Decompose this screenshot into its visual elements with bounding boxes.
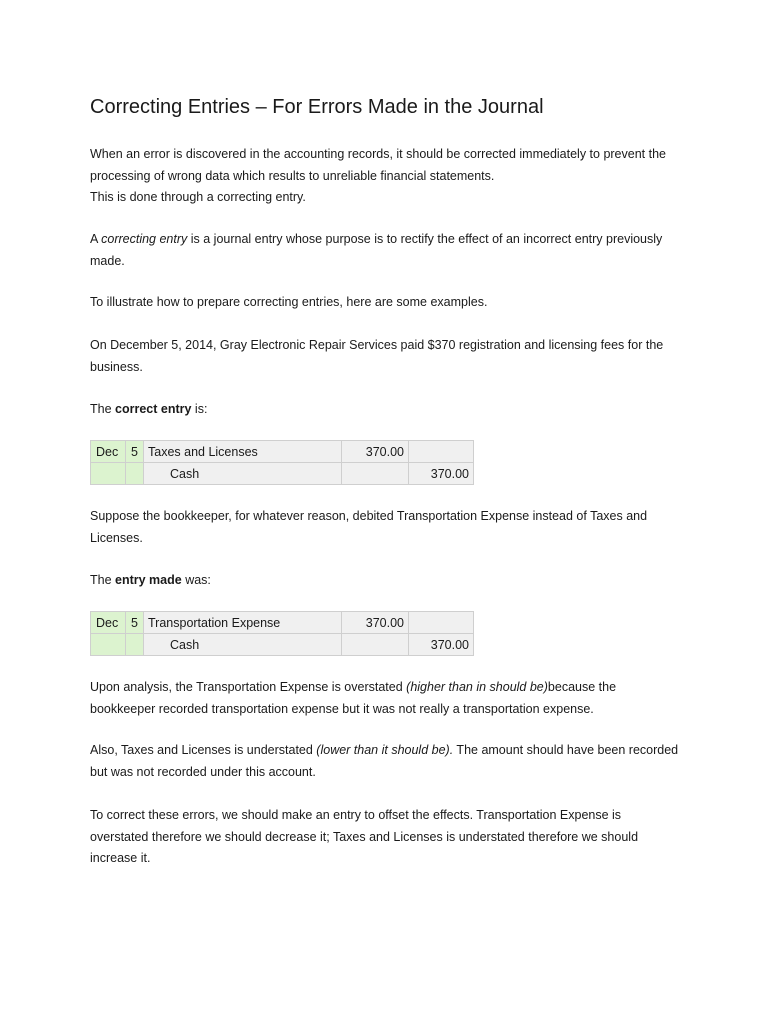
overstated-note: (higher than in should be) <box>406 680 548 694</box>
overstated-prefix: Upon analysis, the Transportation Expense is overstated <box>90 680 407 694</box>
scenario-paragraph: On December 5, 2014, Gray Electronic Repair Services paid $370 registration and licensing fees for the business. <box>90 338 664 374</box>
credit-account: Cash <box>144 634 342 656</box>
definition-term: correcting entry <box>101 232 188 246</box>
error-paragraph: Suppose the bookkeeper, for whatever reason, debited Transportation Expense instead of Taxes and Licenses. <box>90 509 648 545</box>
entry-made-label <box>90 570 680 592</box>
label-strong: entry made <box>115 573 182 587</box>
entry-made-table <box>90 611 474 656</box>
entry-day: 5 <box>126 612 144 634</box>
table-row <box>91 463 474 485</box>
entry-month: Dec <box>91 441 126 463</box>
understated-suffix: The amount should have been recorded but was not recorded under this account. <box>90 743 679 779</box>
table-row <box>91 441 474 463</box>
overstated-paragraph <box>90 677 680 720</box>
definition-prefix: A <box>90 232 102 246</box>
label-prefix: The <box>90 402 116 416</box>
intro-text-2: This is done through a correcting entry. <box>90 190 306 204</box>
understated-paragraph <box>90 740 680 783</box>
overstated-suffix: because the bookkeeper recorded transportation expense but it was not really a transportation expense. <box>90 680 617 716</box>
intro-text: When an error is discovered in the accounting records, it should be corrected immediately to prevent the processing of wrong data which results to unreliable financial statements. <box>90 147 666 183</box>
credit-amount-empty <box>409 441 474 463</box>
label-prefix: The <box>90 573 116 587</box>
correct-entry-label <box>90 399 680 421</box>
entry-day-empty <box>126 463 144 485</box>
debit-account: Transportation Expense <box>144 612 342 634</box>
illustrate-paragraph: To illustrate how to prepare correcting entries, here are some examples. <box>90 295 488 309</box>
debit-account: Taxes and Licenses <box>144 441 342 463</box>
label-strong: correct entry <box>115 402 192 416</box>
entry-month: Dec <box>91 612 126 634</box>
definition-text: is a journal entry whose purpose is to rectify the effect of an incorrect entry previously made. <box>90 232 663 268</box>
credit-account: Cash <box>144 463 342 485</box>
entry-month-empty <box>91 634 126 656</box>
definition-paragraph <box>90 229 680 272</box>
table-row <box>91 634 474 656</box>
credit-amount-empty <box>409 612 474 634</box>
understated-prefix: Also, Taxes and Licenses is understated <box>90 743 317 757</box>
debit-amount: 370.00 <box>342 441 409 463</box>
correction-paragraph: To correct these errors, we should make an entry to offset the effects. Transportation Expense is overstated therefore we should decrease it; Taxes and Licenses is understated therefore we should increase it. <box>90 808 639 865</box>
credit-amount: 370.00 <box>409 634 474 656</box>
entry-day-empty <box>126 634 144 656</box>
debit-amount: 370.00 <box>342 612 409 634</box>
correct-entry-table <box>90 440 474 485</box>
debit-amount-empty <box>342 634 409 656</box>
entry-day: 5 <box>126 441 144 463</box>
understated-note: (lower than it should be). <box>316 743 454 757</box>
label-suffix: was: <box>181 573 211 587</box>
intro-paragraph <box>90 144 680 209</box>
table-row <box>91 612 474 634</box>
debit-amount-empty <box>342 463 409 485</box>
label-suffix: is: <box>191 402 208 416</box>
entry-month-empty <box>91 463 126 485</box>
credit-amount: 370.00 <box>409 463 474 485</box>
page-title: Correcting Entries – For Errors Made in the Journal <box>90 96 544 118</box>
